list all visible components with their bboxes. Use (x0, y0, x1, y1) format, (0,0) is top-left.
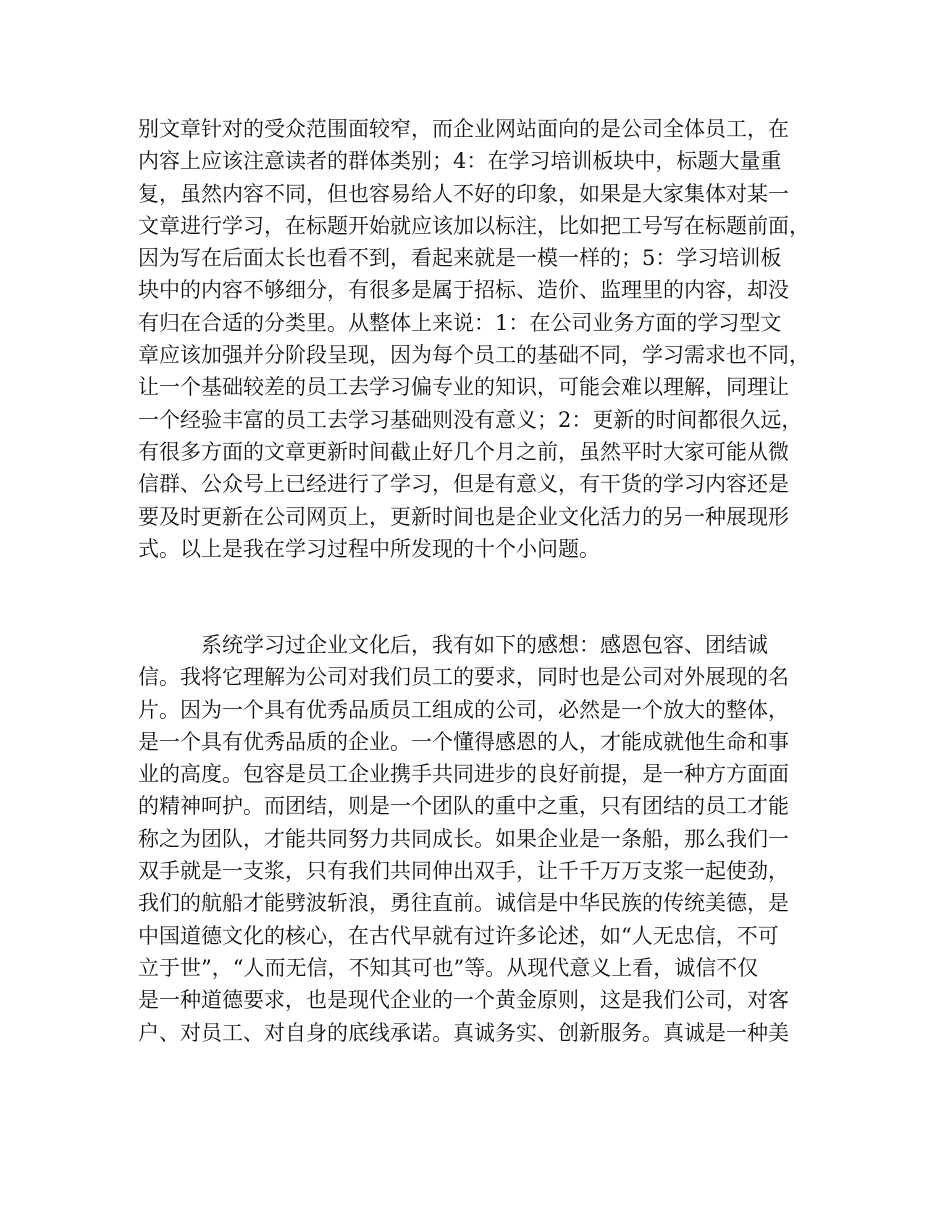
text-line: 块中的内容不够细分，有很多是属于招标、造价、监理里的内容，却没 (138, 278, 789, 303)
text-line: 的精神呵护。而团结，则是一个团队的重中之重，只有团结的员工才能 (138, 794, 789, 819)
text-line: 式。以上是我在学习过程中所发现的十个小问题。 (138, 536, 600, 561)
text-line: 信。我将它理解为公司对我们员工的要求，同时也是公司对外展现的名 (138, 665, 789, 690)
text-line: 片。因为一个具有优秀品质员工组成的公司，必然是一个放大的整体， (138, 697, 789, 722)
text-line: 中国道德文化的核心，在古代早就有过许多论述，如“人无忠信，不可 (138, 923, 779, 948)
text-line: 章应该加强并分阶段呈现，因为每个员工的基础不同，学习需求也不同， (138, 343, 810, 368)
text-line: 系统学习过企业文化后，我有如下的感想：感恩包容、团结诚 (138, 633, 768, 657)
text-line: 别文章针对的受众范围面较窄，而企业网站面向的是公司全体员工，在 (138, 117, 789, 141)
text-line: 复，虽然内容不同，但也容易给人不好的印象，如果是大家集体对某一 (138, 181, 789, 206)
text-line: 文章进行学习，在标题开始就应该加以标注，比如把工号写在标题前面， (138, 213, 810, 238)
text-line: 我们的航船才能劈波斩浪，勇往直前。诚信是中华民族的传统美德，是 (138, 891, 789, 916)
text-line: 是一个具有优秀品质的企业。一个懂得感恩的人，才能成就他生命和事 (138, 729, 789, 754)
paragraph-2 (138, 629, 818, 1049)
text-line: 让一个基础较差的员工去学习偏专业的知识，可能会难以理解，同理让 (138, 375, 789, 400)
text-line: 双手就是一支浆，只有我们共同伸出双手，让千千万万支浆一起使劲， (138, 859, 789, 884)
paragraph-1 (138, 113, 818, 565)
text-line: 有很多方面的文章更新时间截止好几个月之前，虽然平时大家可能从微 (138, 439, 789, 464)
text-line: 要及时更新在公司网页上，更新时间也是企业文化活力的另一种展现形 (138, 504, 789, 529)
text-line: 信群、公众号上已经进行了学习，但是有意义，有干货的学习内容还是 (138, 472, 789, 497)
text-line: 是一种道德要求，也是现代企业的一个黄金原则，这是我们公司，对客 (138, 988, 789, 1013)
text-line: 立于世”，“人而无信，不知其可也”等。从现代意义上看，诚信不仅 (138, 955, 759, 980)
text-line: 有归在合适的分类里。从整体上来说：1：在公司业务方面的学习型文 (138, 310, 782, 335)
text-line: 内容上应该注意读者的群体类别；4：在学习培训板块中，标题大量重 (138, 149, 782, 174)
text-line: 户、对员工、对自身的底线承诺。真诚务实、创新服务。真诚是一种美 (138, 1020, 789, 1045)
text-line: 称之为团队，才能共同努力共同成长。如果企业是一条船，那么我们一 (138, 826, 789, 851)
text-line: 因为写在后面太长也看不到，看起来就是一模一样的；5：学习培训板 (138, 246, 782, 271)
text-line: 业的高度。包容是员工企业携手共同进步的良好前提，是一种方方面面 (138, 762, 789, 787)
text-line: 一个经验丰富的员工去学习基础则没有意义；2：更新的时间都很久远， (138, 407, 803, 432)
